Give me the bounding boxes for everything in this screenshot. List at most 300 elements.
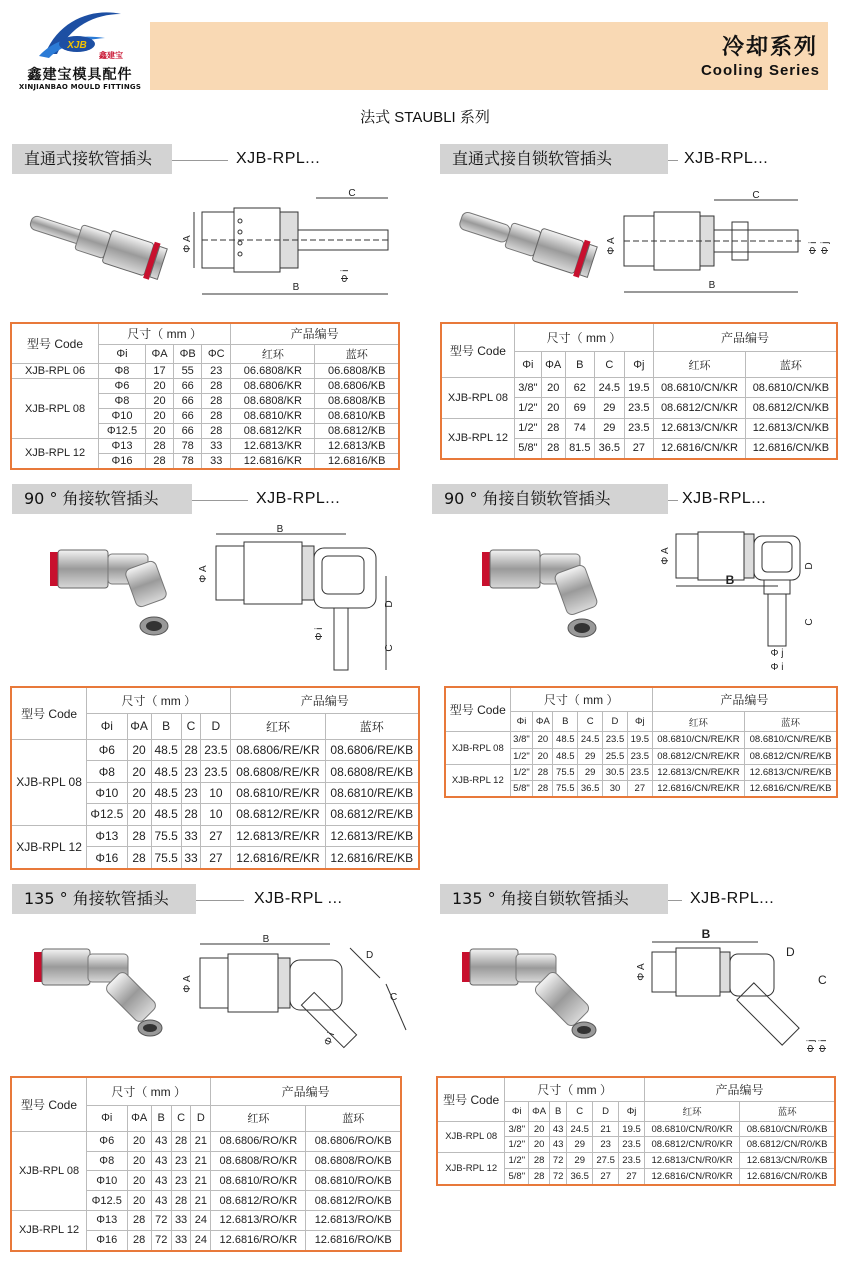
dimension-cell: 27 xyxy=(624,438,654,459)
dimension-cell: 19.5 xyxy=(619,1121,645,1137)
banner-title-en: Cooling Series xyxy=(700,62,820,79)
dimension-cell: Φ12.5 xyxy=(99,424,146,439)
model-cell: XJB-RPL 08 xyxy=(441,378,514,418)
header-blue-ring: 蓝环 xyxy=(325,714,419,740)
dimension-cell: 72 xyxy=(550,1169,567,1186)
dim-label-c: C xyxy=(384,644,395,652)
dimension-cell: 43 xyxy=(151,1191,171,1211)
dimension-cell: 23.5 xyxy=(627,748,652,764)
header-col: Φi xyxy=(510,712,533,732)
dimension-cell: Φ10 xyxy=(87,782,127,803)
model-cell: XJB-RPL 08 xyxy=(437,1121,505,1153)
dimension-cell: 66 xyxy=(174,424,202,439)
dimension-cell: 21 xyxy=(593,1121,619,1137)
product-code-cell: 08.6810/KR xyxy=(231,409,315,424)
dimension-cell: 66 xyxy=(174,409,202,424)
section-divider xyxy=(172,160,228,161)
table-row xyxy=(445,732,837,748)
model-cell: XJB-RPL 12 xyxy=(441,418,514,459)
product-code-cell: 08.6808/RO/KR xyxy=(211,1151,306,1171)
header-col: C xyxy=(578,712,603,732)
product-code-cell: 08.6812/CN/RE/KR xyxy=(652,748,744,764)
dimension-cell: 24.5 xyxy=(578,732,603,748)
product-code-cell: 08.6812/RO/KB xyxy=(306,1191,401,1211)
dimension-cell: 23 xyxy=(593,1137,619,1153)
product-code-cell: 12.6816/RO/KR xyxy=(211,1230,306,1251)
dimension-cell: Φ12.5 xyxy=(87,804,127,825)
dimension-cell: 1/2" xyxy=(505,1153,529,1169)
dimension-cell: 78 xyxy=(174,453,202,469)
product-code-cell: 12.6813/CN/RE/KR xyxy=(652,764,744,780)
dimension-cell: 72 xyxy=(151,1210,171,1230)
dim-label-c: C xyxy=(818,973,827,987)
dimension-cell: 28 xyxy=(541,438,565,459)
model-cell: XJB-RPL 12 xyxy=(11,438,99,469)
model-cell: XJB-RPL 12 xyxy=(445,764,510,797)
dimension-cell: 43 xyxy=(151,1131,171,1151)
dimension-cell: 30.5 xyxy=(603,764,628,780)
logo-sub-text: 鑫建宝 xyxy=(99,51,123,60)
dimension-cell: 29 xyxy=(578,748,603,764)
dimension-cell: 28 xyxy=(171,1191,191,1211)
dimension-cell: 66 xyxy=(174,379,202,394)
product-code-cell: 08.6810/CN/R0/KB xyxy=(740,1121,835,1137)
product-code-cell: 08.6806/KB xyxy=(315,379,399,394)
product-code-cell: 08.6812/KR xyxy=(231,424,315,439)
page-subtitle: 法式 STAUBLI 系列 xyxy=(360,109,490,126)
dimension-cell: 28 xyxy=(202,394,231,409)
dimension-cell: 20 xyxy=(127,782,151,803)
header-red-ring: 红环 xyxy=(231,714,325,740)
dimension-cell: 48.5 xyxy=(553,748,578,764)
table-row xyxy=(11,364,399,379)
dimension-cell: 55 xyxy=(174,364,202,379)
product-code-cell: 08.6812/CN/R0/KB xyxy=(740,1137,835,1153)
header-col: Φi xyxy=(514,352,541,378)
table-row xyxy=(445,764,837,780)
dimension-cell: 75.5 xyxy=(553,780,578,797)
dimension-cell: 28 xyxy=(202,424,231,439)
product-code-cell: 12.6813/RO/KB xyxy=(306,1210,401,1230)
dim-label-i: Φ i xyxy=(340,269,351,283)
dimension-cell: 1/2" xyxy=(510,764,533,780)
dim-label-a: Φ A xyxy=(660,547,671,565)
dimension-cell: 28 xyxy=(533,764,553,780)
dimension-cell: 19.5 xyxy=(624,378,654,398)
header-col: C xyxy=(567,1101,593,1121)
dimension-cell: 5/8" xyxy=(505,1169,529,1186)
dimension-cell: 36.5 xyxy=(567,1169,593,1186)
dim-label-b: B xyxy=(262,934,270,945)
dimension-cell: 20 xyxy=(533,732,553,748)
dimension-cell: 20 xyxy=(145,424,173,439)
section-title-90: 90 ° 角接软管插头 xyxy=(12,484,192,514)
header-red-ring: 红环 xyxy=(231,344,315,364)
product-code-cell: 12.6816/CN/KB xyxy=(745,438,837,459)
dimension-cell: 28 xyxy=(127,847,151,869)
dimension-cell: 3/8" xyxy=(514,378,541,398)
spec-table-90-lock xyxy=(444,686,838,798)
dim-label-i: Φ i xyxy=(770,662,784,673)
section-divider xyxy=(668,900,682,901)
dimension-cell: 33 xyxy=(202,438,231,453)
product-code-cell: 12.6813/CN/RE/KB xyxy=(745,764,837,780)
dimension-cell: 5/8" xyxy=(510,780,533,797)
header-red-ring: 红环 xyxy=(211,1105,306,1131)
product-code-cell: 08.6806/RO/KB xyxy=(306,1131,401,1151)
dimension-cell: 20 xyxy=(533,748,553,764)
company-logo xyxy=(10,8,150,93)
dimension-cell: 20 xyxy=(529,1121,550,1137)
dimension-cell: 72 xyxy=(550,1153,567,1169)
logo-text: XJB xyxy=(67,40,87,51)
product-code-cell: 08.6810/CN/RE/KB xyxy=(745,732,837,748)
dimension-cell: 23 xyxy=(171,1171,191,1191)
dimension-cell: 28 xyxy=(181,804,201,825)
header-col: Φj xyxy=(619,1101,645,1121)
dimension-cell: Φ16 xyxy=(87,1230,127,1251)
dimension-cell: 23.5 xyxy=(201,739,231,760)
product-code-cell: 08.6810/CN/KR xyxy=(654,378,746,398)
section-divider xyxy=(668,160,678,161)
product-code-cell: 12.6816/RO/KB xyxy=(306,1230,401,1251)
header-blue-ring: 蓝环 xyxy=(315,344,399,364)
dimension-cell: 10 xyxy=(201,804,231,825)
header-size: 尺寸（ mm ） xyxy=(510,687,652,712)
header-col: B xyxy=(151,1105,171,1131)
header-blue-ring: 蓝环 xyxy=(745,712,837,732)
dimension-cell: 20 xyxy=(145,409,173,424)
dimension-cell: 48.5 xyxy=(151,804,181,825)
dimension-cell: 43 xyxy=(550,1137,567,1153)
header-product: 产品编号 xyxy=(231,323,399,344)
dim-label-i: Φ i xyxy=(314,627,325,641)
dimension-cell: 28 xyxy=(541,418,565,438)
table-row xyxy=(441,378,837,398)
dimension-cell: 21 xyxy=(191,1151,211,1171)
product-code-cell: 08.6806/RO/KR xyxy=(211,1131,306,1151)
header-col: ΦA xyxy=(145,344,173,364)
section-code-135-lock: XJB-RPL... xyxy=(690,890,775,907)
dimension-cell: 23.5 xyxy=(624,418,654,438)
table-header-row xyxy=(437,1077,835,1101)
product-code-cell: 08.6812/CN/KR xyxy=(654,398,746,418)
header-col: Φi xyxy=(99,344,146,364)
section-title-straight: 直通式接软管插头 xyxy=(12,144,172,174)
product-code-cell: 12.6816/KR xyxy=(231,453,315,469)
section-divider xyxy=(192,500,248,501)
product-code-cell: 08.6808/RE/KR xyxy=(231,761,325,782)
dimension-cell: 23.5 xyxy=(619,1153,645,1169)
model-cell: XJB-RPL 06 xyxy=(11,364,99,379)
header-size: 尺寸（ mm ） xyxy=(87,687,231,714)
dim-label-b: B xyxy=(701,927,711,941)
dimension-cell: 23.5 xyxy=(624,398,654,418)
product-code-cell: 12.6816/RE/KB xyxy=(325,847,419,869)
table-row xyxy=(11,379,399,394)
header-model: 型号 Code xyxy=(445,687,510,732)
section-code-135: XJB-RPL ... xyxy=(254,890,343,907)
dimension-cell: Φ16 xyxy=(99,453,146,469)
dim-label-d: D xyxy=(384,600,395,608)
dimension-cell: 27 xyxy=(201,847,231,869)
table-row xyxy=(437,1121,835,1137)
product-code-cell: 08.6810/CN/RE/KR xyxy=(652,732,744,748)
product-code-cell: 08.6810/RE/KR xyxy=(231,782,325,803)
product-code-cell: 08.6812/CN/KB xyxy=(745,398,837,418)
dimension-cell: Φ12.5 xyxy=(87,1191,127,1211)
dimension-cell: 28 xyxy=(145,453,173,469)
drawing-90 xyxy=(196,524,406,676)
dimension-cell: 69 xyxy=(565,398,595,418)
header-model: 型号 Code xyxy=(11,687,87,739)
product-code-cell: 08.6812/CN/R0/KR xyxy=(645,1137,740,1153)
product-code-cell: 08.6808/KB xyxy=(315,394,399,409)
dim-label-b: B xyxy=(292,282,300,293)
table-row xyxy=(437,1153,835,1169)
table-header-row xyxy=(441,323,837,352)
dimension-cell: 78 xyxy=(174,438,202,453)
dimension-cell: 20 xyxy=(541,398,565,418)
product-code-cell: 06.6808/KB xyxy=(315,364,399,379)
dimension-cell: 28 xyxy=(181,739,201,760)
dimension-cell: Φ8 xyxy=(99,364,146,379)
table-row xyxy=(11,825,419,846)
header-product: 产品编号 xyxy=(211,1077,401,1105)
series-banner xyxy=(150,22,828,90)
dimension-cell: 27 xyxy=(201,825,231,846)
header-col: D xyxy=(593,1101,619,1121)
dim-label-a: Φ A xyxy=(182,235,193,253)
product-code-cell: 12.6816/CN/KR xyxy=(654,438,746,459)
header-col: ΦA xyxy=(533,712,553,732)
table-header-row xyxy=(11,687,419,714)
dimension-cell: 36.5 xyxy=(578,780,603,797)
dimension-cell: 36.5 xyxy=(595,438,625,459)
dimension-cell: 21 xyxy=(191,1171,211,1191)
product-photo-90-lock xyxy=(452,534,607,644)
dimension-cell: 20 xyxy=(127,1151,151,1171)
dimension-cell: 48.5 xyxy=(151,739,181,760)
product-code-cell: 08.6808/RO/KB xyxy=(306,1151,401,1171)
dim-label-a: Φ A xyxy=(182,975,193,993)
product-code-cell: 12.6816/CN/RE/KB xyxy=(745,780,837,797)
dimension-cell: 20 xyxy=(127,761,151,782)
dimension-cell: 28 xyxy=(202,409,231,424)
dim-label-j: Φ j xyxy=(806,1039,817,1053)
dimension-cell: 27.5 xyxy=(593,1153,619,1169)
dim-label-c: C xyxy=(348,188,356,199)
company-name-en: XINJIANBAO MOULD FITTINGS xyxy=(18,83,142,91)
product-photo-straight xyxy=(22,200,172,290)
spec-table-90 xyxy=(10,686,420,870)
dimension-cell: 24 xyxy=(191,1230,211,1251)
product-code-cell: 12.6816/CN/RE/KR xyxy=(652,780,744,797)
dimension-cell: 23 xyxy=(181,782,201,803)
dimension-cell: 43 xyxy=(151,1151,171,1171)
dim-label-c: C xyxy=(752,190,760,201)
dimension-cell: 20 xyxy=(127,1191,151,1211)
drawing-straight xyxy=(180,186,420,306)
header-col: ΦA xyxy=(127,714,151,740)
header-size: 尺寸（ mm ） xyxy=(505,1077,645,1101)
product-code-cell: 12.6813/CN/KR xyxy=(654,418,746,438)
header-col: Φi xyxy=(505,1101,529,1121)
dimension-cell: 21 xyxy=(191,1191,211,1211)
drawing-straight-lock xyxy=(604,186,834,306)
dimension-cell: 62 xyxy=(565,378,595,398)
dimension-cell: 75.5 xyxy=(553,764,578,780)
drawing-90-lock xyxy=(660,526,820,676)
dim-label-j: Φ j xyxy=(770,648,784,659)
product-code-cell: 08.6810/RE/KB xyxy=(325,782,419,803)
dimension-cell: 33 xyxy=(181,847,201,869)
dimension-cell: 48.5 xyxy=(151,761,181,782)
dimension-cell: Φ8 xyxy=(99,394,146,409)
model-cell: XJB-RPL 08 xyxy=(11,379,99,439)
header-model: 型号 Code xyxy=(441,323,514,378)
dimension-cell: 1/2" xyxy=(505,1137,529,1153)
header-col: ΦA xyxy=(529,1101,550,1121)
dimension-cell: 43 xyxy=(151,1171,171,1191)
table-header-row xyxy=(445,687,837,712)
dimension-cell: 21 xyxy=(191,1131,211,1151)
dimension-cell: 20 xyxy=(529,1137,550,1153)
header-col: B xyxy=(553,712,578,732)
dimension-cell: Φ6 xyxy=(87,1131,127,1151)
company-name-cn: 鑫建宝模具配件 xyxy=(27,67,133,83)
dimension-cell: 33 xyxy=(171,1230,191,1251)
dimension-cell: 20 xyxy=(127,739,151,760)
product-code-cell: 12.6813/KR xyxy=(231,438,315,453)
dim-label-d: D xyxy=(786,945,795,959)
dim-label-b: B xyxy=(276,524,284,535)
dimension-cell: 28 xyxy=(145,438,173,453)
product-code-cell: 08.6812/RE/KB xyxy=(325,804,419,825)
dim-label-d: D xyxy=(804,562,815,570)
dim-label-i: Φ i xyxy=(322,1031,338,1048)
header-col: D xyxy=(201,714,231,740)
model-cell: XJB-RPL 12 xyxy=(437,1153,505,1185)
dimension-cell: 24 xyxy=(191,1210,211,1230)
spec-table-135 xyxy=(10,1076,402,1252)
header-model: 型号 Code xyxy=(11,1077,87,1131)
header-blue-ring: 蓝环 xyxy=(740,1101,835,1121)
table-row xyxy=(11,739,419,760)
section-divider xyxy=(668,500,678,501)
product-photo-straight-lock xyxy=(452,198,602,288)
product-code-cell: 08.6806/RE/KR xyxy=(231,739,325,760)
dimension-cell: 24.5 xyxy=(595,378,625,398)
section-code-straight-lock: XJB-RPL... xyxy=(684,150,769,167)
dimension-cell: 30 xyxy=(603,780,628,797)
section-title-90-lock: 90 ° 角接自锁软管插头 xyxy=(432,484,668,514)
spec-table-straight xyxy=(10,322,400,470)
dimension-cell: 28 xyxy=(127,1230,151,1251)
product-code-cell: 08.6810/CN/R0/KR xyxy=(645,1121,740,1137)
product-code-cell: 12.6813/CN/R0/KR xyxy=(645,1153,740,1169)
model-cell: XJB-RPL 08 xyxy=(445,732,510,764)
dimension-cell: Φ13 xyxy=(87,1210,127,1230)
product-code-cell: 08.6808/KR xyxy=(231,394,315,409)
dimension-cell: 3/8" xyxy=(505,1121,529,1137)
product-code-cell: 08.6812/RO/KR xyxy=(211,1191,306,1211)
dim-label-i: Φ i xyxy=(818,1039,829,1053)
dimension-cell: 27 xyxy=(619,1169,645,1186)
product-code-cell: 08.6810/RO/KB xyxy=(306,1171,401,1191)
header-col: ΦB xyxy=(174,344,202,364)
header-col: C xyxy=(171,1105,191,1131)
dimension-cell: 29 xyxy=(567,1153,593,1169)
drawing-135 xyxy=(180,930,410,1060)
product-code-cell: 08.6810/CN/KB xyxy=(745,378,837,398)
header-product: 产品编号 xyxy=(654,323,837,352)
dimension-cell: 33 xyxy=(171,1210,191,1230)
dimension-cell: 1/2" xyxy=(514,398,541,418)
dim-label-a: Φ A xyxy=(636,963,647,981)
header-red-ring: 红环 xyxy=(652,712,744,732)
header-col: Φi xyxy=(87,714,127,740)
dimension-cell: 20 xyxy=(145,379,173,394)
dimension-cell: 28 xyxy=(529,1169,550,1186)
dimension-cell: 48.5 xyxy=(553,732,578,748)
dimension-cell: 43 xyxy=(550,1121,567,1137)
dimension-cell: 1/2" xyxy=(514,418,541,438)
product-photo-90 xyxy=(20,534,175,644)
dimension-cell: 29 xyxy=(595,418,625,438)
dimension-cell: 1/2" xyxy=(510,748,533,764)
product-code-cell: 08.6812/CN/RE/KB xyxy=(745,748,837,764)
dimension-cell: 33 xyxy=(181,825,201,846)
dimension-cell: 28 xyxy=(127,825,151,846)
header-col: C xyxy=(181,714,201,740)
dimension-cell: Φ16 xyxy=(87,847,127,869)
product-photo-135-lock xyxy=(456,932,606,1042)
dimension-cell: Φ8 xyxy=(87,761,127,782)
dimension-cell: Φ13 xyxy=(99,438,146,453)
dimension-cell: 28 xyxy=(127,1210,151,1230)
dim-label-c: C xyxy=(804,618,815,626)
dimension-cell: 3/8" xyxy=(510,732,533,748)
header-product: 产品编号 xyxy=(652,687,837,712)
section-title-135-lock: 135 ° 角接自锁软管插头 xyxy=(440,884,668,914)
header-col: ΦA xyxy=(541,352,565,378)
dimension-cell: 23.5 xyxy=(201,761,231,782)
header-red-ring: 红环 xyxy=(654,352,746,378)
dimension-cell: 20 xyxy=(127,804,151,825)
dimension-cell: 23.5 xyxy=(619,1137,645,1153)
dimension-cell: 29 xyxy=(567,1137,593,1153)
section-code-90-lock: XJB-RPL... xyxy=(682,490,767,507)
dimension-cell: Φ8 xyxy=(87,1151,127,1171)
product-code-cell: 12.6813/RO/KR xyxy=(211,1210,306,1230)
spec-table-straight-lock xyxy=(440,322,838,460)
section-title-straight-lock: 直通式接自锁软管插头 xyxy=(440,144,668,174)
dimension-cell: 28 xyxy=(529,1153,550,1169)
header-col: C xyxy=(595,352,625,378)
header-col: ΦC xyxy=(202,344,231,364)
header-model: 型号 Code xyxy=(11,323,99,364)
table-row xyxy=(11,1131,401,1151)
model-cell: XJB-RPL 08 xyxy=(11,739,87,825)
dimension-cell: 29 xyxy=(595,398,625,418)
dimension-cell: 81.5 xyxy=(565,438,595,459)
dimension-cell: 23 xyxy=(202,364,231,379)
section-code-90: XJB-RPL... xyxy=(256,490,341,507)
product-code-cell: 12.6816/RE/KR xyxy=(231,847,325,869)
product-code-cell: 12.6813/CN/R0/KB xyxy=(740,1153,835,1169)
header-col: Φi xyxy=(87,1105,127,1131)
